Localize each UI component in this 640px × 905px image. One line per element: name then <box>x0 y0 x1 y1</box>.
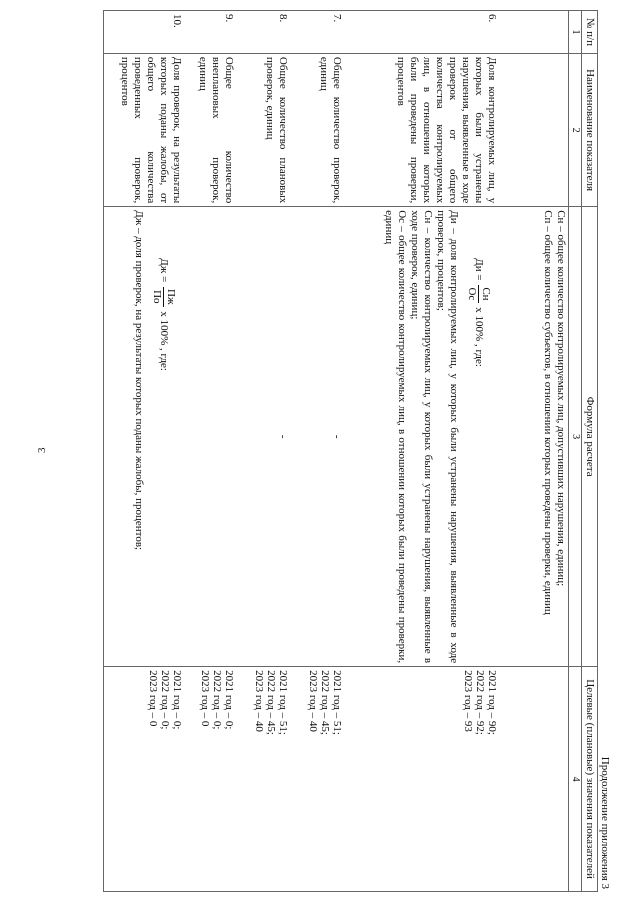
target-value: 2022 год – 45; <box>264 670 277 735</box>
header-formula: Формула расчета <box>582 207 598 667</box>
column-number: 2 <box>569 53 582 206</box>
target-value: 2023 год – 0 <box>146 670 159 727</box>
target-values <box>290 667 344 892</box>
table-row <box>104 11 184 892</box>
continuation-note: Продолжение приложения 3 <box>599 756 611 889</box>
target-value: 2022 год – 92; <box>473 670 486 735</box>
target-value: 2022 год – 0; <box>210 670 223 730</box>
column-number: 3 <box>569 207 582 667</box>
target-values <box>236 667 290 892</box>
formula-lhs: Дж = <box>157 258 170 283</box>
formula-line: Дж – доля проверок, на результаты которых поданы жалобы, процентов; <box>132 210 145 551</box>
indicator-name <box>499 53 569 206</box>
rotated-sheet <box>60 0 620 892</box>
formula-equation <box>150 258 177 663</box>
target-value: 2022 год – 0; <box>158 670 171 730</box>
row-number: 10. <box>104 11 184 54</box>
table-row <box>236 11 290 892</box>
target-value: 2021 год – 90; <box>485 670 498 735</box>
formula-cell <box>499 207 569 667</box>
formula-cell <box>236 207 290 667</box>
target-value: 2023 год – 93 <box>461 670 474 732</box>
target-value: 2023 год – 0 <box>198 670 211 727</box>
target-value: 2021 год – 0; <box>222 670 235 730</box>
target-value: 2023 год – 40 <box>306 670 319 732</box>
formula-cell <box>104 207 184 667</box>
formula-fraction <box>465 285 492 302</box>
target-value: 2021 год – 0; <box>170 670 183 730</box>
target-value: 2022 год – 45; <box>318 670 331 735</box>
formula-cell <box>290 207 344 667</box>
formula-equation <box>465 258 492 663</box>
indicators-table <box>103 10 598 892</box>
header-row <box>582 11 598 892</box>
row-number: 9. <box>184 11 236 54</box>
formula-rhs: х 100% , где: <box>472 307 485 367</box>
column-number: 1 <box>569 11 582 54</box>
target-values <box>499 667 569 892</box>
formula-line: - <box>276 434 289 439</box>
formula-rhs: х 100% , где: <box>157 311 170 371</box>
table-row <box>499 11 569 892</box>
table-row <box>344 11 499 892</box>
target-values <box>184 667 236 892</box>
fraction-numerator: Сн <box>479 287 492 301</box>
target-value: 2021 год – 51; <box>330 670 343 735</box>
formula-line: Ди – доля контролируемых лиц, у которых были устранены нарушения, выявленные в ходе проверок, процентов; <box>434 210 460 664</box>
formula-line: Ос – общее количество контролируемых лиц, в отношении которых были проведены проверки, единиц <box>382 210 408 664</box>
target-values <box>344 667 499 892</box>
row-number: 7. <box>290 11 344 54</box>
table-row <box>290 11 344 892</box>
formula-line: Сп – общее количество субъектов, в отношении которых проведены проверки, единиц <box>542 210 555 615</box>
column-number: 4 <box>569 667 582 892</box>
fraction-denominator: По <box>150 290 163 304</box>
fraction-denominator: Ос <box>465 287 478 301</box>
indicator-name: Общее количество проверок, единиц <box>290 53 344 206</box>
target-value: 2023 год – 40 <box>252 670 265 732</box>
header-number: № п/п <box>582 11 598 54</box>
formula-fraction <box>150 287 177 307</box>
indicator-name: Доля контролируемых лиц, у которых были устранены нарушения, выявленные в ходе проверок от общего количества контролируемых лиц, в отношении которых были проведены проверки, процентов <box>344 53 499 206</box>
table-row <box>184 11 236 892</box>
indicator-name: Доля проверок, на результаты которых поданы жалобы, от общего количества проведенных проверок, процентов <box>104 53 184 206</box>
row-number: 8. <box>236 11 290 54</box>
row-number: 6. <box>344 11 499 54</box>
formula-line: - <box>330 434 343 439</box>
target-value: 2021 год – 51; <box>276 670 289 735</box>
formula-line: Сн – общее количество контролируемых лиц, допустивших нарушения, единиц; <box>555 210 568 587</box>
indicator-name: Общее количество плановых проверок, единиц <box>236 53 290 206</box>
header-target-values: Целевые (плановые) значения показателей <box>582 667 598 892</box>
target-values <box>104 667 184 892</box>
formula-lhs: Ди = <box>472 258 485 281</box>
formula-line: Сн – количество контролируемых лиц, у которых были устранены нарушения, выявленные в ходе проверок, единиц; <box>408 210 434 664</box>
fraction-numerator: Пж <box>164 289 177 305</box>
formula-cell <box>184 207 236 667</box>
column-number-row <box>569 11 582 892</box>
row-number <box>499 11 569 54</box>
page-number: 3 <box>36 447 48 453</box>
formula-cell <box>344 207 499 667</box>
header-indicator-name: Наименование показателя <box>582 53 598 206</box>
indicator-name: Общее количество внеплановых проверок, единиц <box>184 53 236 206</box>
